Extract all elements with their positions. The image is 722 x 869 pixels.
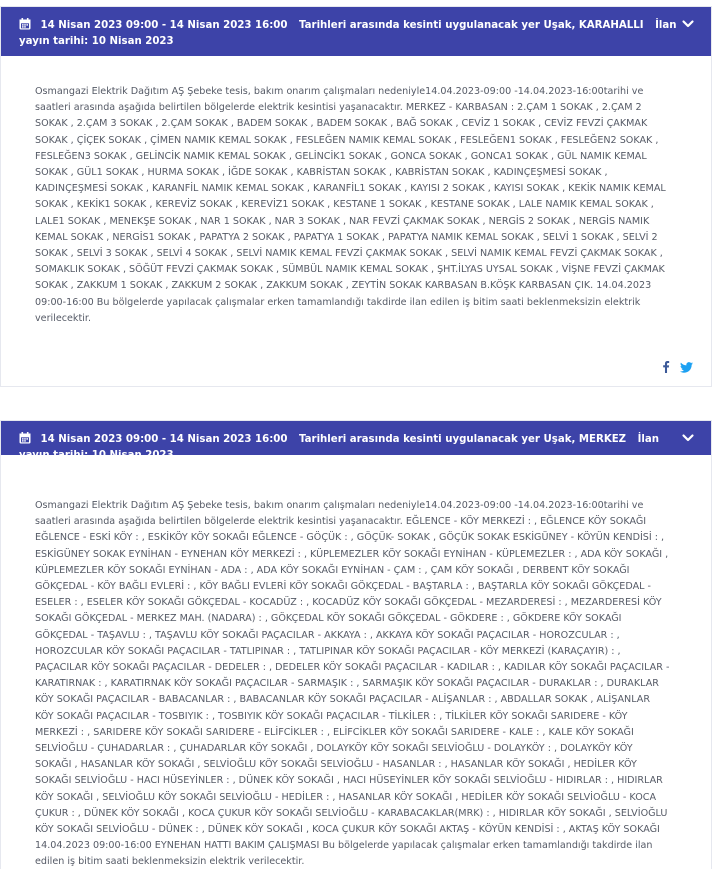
notice-date-range: 14 Nisan 2023 09:00 - 14 Nisan 2023 16:00 (40, 20, 288, 31)
notice-location: Tarihleri arasında kesinti uygulanacak yer Uşak, KARAHALLI (299, 20, 644, 31)
notice-body: Osmangazi Elektrik Dağıtım AŞ Şebeke tesis, bakım onarım çalışmaları nedeniyle14.04.2023-09:00 -14.04.2023-16:00tarihi ve saatleri arasında aşağıda belirtilen bölgelerde elektrik kesintisi yaşanacaktır. EĞLENCE - KÖY MERKEZİ : , EĞLENCE KÖY SOKAĞI EĞLENCE - ESKİ KÖY : , ESKİKÖY KÖY SOKAĞI EĞLENCE - GÖÇÜK : , GÖÇÜK- SOKAK , GÖÇÜK SOKAK ESKİGÜNEY - KÖYÜN KENDİSİ : , ESKİGÜNEY SOKAK EYNİHAN - EYNEHAN KÖY MERKEZİ : , KÜPLEMEZLER KÖY SOKAĞI EYNİHAN - KÜPLEMEZLER : , ADA KÖY SOKAĞI , KÜPLEMEZLER KÖY SOKAĞI EYNİHAN - ADA : , ADA KÖY SOKAĞI EYNİHAN - ÇAM : , ÇAM KÖY SOKAĞI , DERBENT KÖY SOKAĞI GÖKÇEDAL - KÖY BAĞLI EVLERİ : , KÖY BAĞLI EVLERİ KÖY SOKAĞI GÖKÇEDAL - BAŞTARLA : , BAŞTARLA KÖY SOKAĞI GÖKÇEDAL - ESELER : , ESELER KÖY SOKAĞI GÖKÇEDAL - KOCADÜZ : , KOCADÜZ KÖY SOKAĞI GÖKÇEDAL - MEZARDERESİ : , MEZARDERESİ KÖY SOKAĞI GÖKÇEDAL - MERKEZ MAH. (NADARA) : , GÖKÇEDAL KÖY SOKAĞI GÖKÇEDAL - GÖKDERE : , GÖKDERE KÖY SOKAĞI GÖKÇEDAL - TAŞAVLU : , TAŞAVLU KÖY SOKAĞI PAÇACILAR - AKKAYA : , AKKAYA KÖY SOKAĞI PAÇACILAR - HOROZCULAR : , HOROZCULAR KÖY SOKAĞI PAÇACILAR - TATLIPINAR : , TATLIPINAR KÖY SOKAĞI PAÇACILAR - KÖY MERKEZİ (KARAÇAYIR) : , PAÇACILAR KÖY SOKAĞI PAÇACILAR - DEDELER : , DEDELER KÖY SOKAĞI PAÇACILAR - KADILAR : , KADILAR KÖY SOKAĞI PAÇACILAR - KARATIRNAK : , KARATIRNAK KÖY SOKAĞI PAÇACILAR - SARMAŞIK : , SARMAŞIK KÖY SOKAĞI PAÇACILAR - DURAKLAR : , DURAKLAR KÖY SOKAĞI PAÇACILAR - BABACANLAR : , BABACANLAR KÖY SOKAĞI PAÇACILAR - ALİŞANLAR : , ABDALLAR SOKAK , ALİŞANLAR KÖY SOKAĞI PAÇACILAR - TOSBIYIK : , TOSBIYIK KÖY SOKAĞI PAÇACILAR - TİLKİLER : , TİLKİLER KÖY SOKAĞI SARIDERE - KÖY MERKEZİ : , SARIDERE KÖY SOKAĞI SARIDERE - ELİFCİKLER : , ELİFCİKLER KÖY SOKAĞI SARIDERE - KALE : , KALE KÖY SOKAĞI SELVİOĞLU - ÇUHADARLAR : , ÇUHADARLAR KÖY SOKAĞI , DOLAYKÖY KÖY SOKAĞI SELVİOĞLU - DOLAYKÖY : , DOLAYKÖY KÖY SOKAĞI , HASANLAR KÖY SOKAĞI , SELVİOĞLU KÖY SOKAĞI SELVİOĞLU - HASANLAR : , HASANLAR KÖY SOKAĞI , HEDİLER KÖY SOKAĞI SELVİOĞLU - HACI HÜSEYİNLER : , DÜNEK KÖY SOKAĞI , HACI HÜSEYİNLER KÖY SOKAĞI SELVİOĞLU - HIDIRLAR : , HIDIRLAR KÖY SOKAĞI , SELVİOĞLU KÖY SOKAĞI SELVİOĞLU - HEDİLER : , HASANLAR KÖY SOKAĞI , HEDİLER KÖY SOKAĞI SELVİOĞLU - KOCA ÇUKUR : , DÜNEK KÖY SOKAĞI , KOCA ÇUKUR KÖY SOKAĞI SELVİOĞLU - KARABACAKLAR(MRK) : , HIDIRLAR KÖY SOKAĞI , SELVİOĞLU KÖY SOKAĞI SELVİOĞLU - DÜNEK : , DÜNEK KÖY SOKAĞI , KOCA ÇUKUR KÖY SOKAĞI AKTAŞ - KÖYÜN KENDİSİ : , AKTAŞ KÖY SOKAĞI 14.04.2023 09:00-16:00 EYNEHAN HATTI BAKIM ÇALIŞMASI Bu bölgelerde yapılacak çalışmalar erken tamamlandığı takdirde ilan edilen iş bitim saati beklenmeksizin elektrik verilecektir. (35, 500, 670, 868)
notice-date-range: 14 Nisan 2023 09:00 - 14 Nisan 2023 16:00 (40, 434, 288, 445)
notice-location: Tarihleri arasında kesinti uygulanacak yer Uşak, MERKEZ (299, 434, 627, 445)
share-buttons (662, 361, 693, 373)
calendar-icon (19, 18, 31, 30)
notice-published-date: İlan yayın tarihi: 10 Nisan 2023 (19, 20, 677, 47)
notice-published-date: İlan yayın tarihi: 10 Nisan 2023 (19, 434, 660, 461)
facebook-icon[interactable] (662, 361, 670, 373)
chevron-down-icon[interactable] (681, 431, 695, 445)
calendar-icon (19, 432, 31, 444)
notice-header[interactable] (1, 7, 711, 56)
chevron-down-icon[interactable] (681, 17, 695, 31)
notice-header[interactable] (1, 421, 711, 461)
outage-notice-card (0, 420, 712, 869)
twitter-icon[interactable] (680, 362, 693, 373)
outage-notice-card (0, 6, 712, 387)
notice-body: Osmangazi Elektrik Dağıtım AŞ Şebeke tesis, bakım onarım çalışmaları nedeniyle14.04.2023-09:00 -14.04.2023-16:00tarihi ve saatleri arasında aşağıda belirtilen bölgelerde elektrik kesintisi yaşanacaktır. MERKEZ - KARBASAN : 2.ÇAM 1 SOKAK , 2.ÇAM 2 SOKAK , 2.ÇAM 3 SOKAK , 2.ÇAM SOKAK , BADEM SOKAK , BADEM SOKAK , BAĞ SOKAK , CEVİZ 1 SOKAK , CEVİZ FEVZİ ÇAKMAK SOKAK , ÇİÇEK SOKAK , ÇİMEN NAMIK KEMAL SOKAK , FESLEĞEN NAMIK KEMAL SOKAK , FESLEĞEN1 SOKAK , FESLEĞEN2 SOKAK , FESLEĞEN3 SOKAK , GELİNCİK NAMIK KEMAL SOKAK , GELİNCİK1 SOKAK , GONCA SOKAK , GONCA1 SOKAK , GÜL NAMIK KEMAL SOKAK , GÜL1 SOKAK , HURMA SOKAK , İĞDE SOKAK , KABRİSTAN SOKAK , KABRİSTAN SOKAK , KADINÇEŞMESİ SOKAK , KADINÇEŞMESİ SOKAK , KARANFİL NAMIK KEMAL SOKAK , KARANFİL1 SOKAK , KAYISI 2 SOKAK , KAYISI SOKAK , KEKİK NAMIK KEMAL SOKAK , KEKİK1 SOKAK , KEREVİZ SOKAK , KEREVİZ1 SOKAK , KESTANE 1 SOKAK , KESTANE SOKAK , LALE NAMIK KEMAL SOKAK , LALE1 SOKAK , MENEKŞE SOKAK , NAR 1 SOKAK , NAR 3 SOKAK , NAR FEVZİ ÇAKMAK SOKAK , NERGİS 2 SOKAK , NERGİS NAMIK KEMAL SOKAK , NERGİS1 SOKAK , PAPATYA 2 SOKAK , PAPATYA 1 SOKAK , PAPATYA NAMIK KEMAL SOKAK , SELVİ 1 SOKAK , SELVİ 2 SOKAK , SELVİ 3 SOKAK , SELVİ 4 SOKAK , SELVİ NAMIK KEMAL FEVZİ ÇAKMAK SOKAK , SELVİ NAMIK KEMAL FEVZİ ÇAKMAK SOKAK , SOMAKLIK SOKAK , SÖĞÜT FEVZİ ÇAKMAK SOKAK , SÜMBÜL NAMIK KEMAL SOKAK , ŞHT.İLYAS UYSAL SOKAK , VİŞNE FEVZİ ÇAKMAK SOKAK , ZAKKUM 1 SOKAK , ZAKKUM 2 SOKAK , ZAKKUM SOKAK , ZEYTİN SOKAK KARBASAN B.KÖŞK KARBASAN ÇIK. 14.04.2023 09:00-16:00 Bu bölgelerde yapılacak çalışmalar erken tamamlandığı takdirde ilan edilen iş bitim saati beklenmeksizin elektrik verilecektir. (35, 86, 666, 324)
